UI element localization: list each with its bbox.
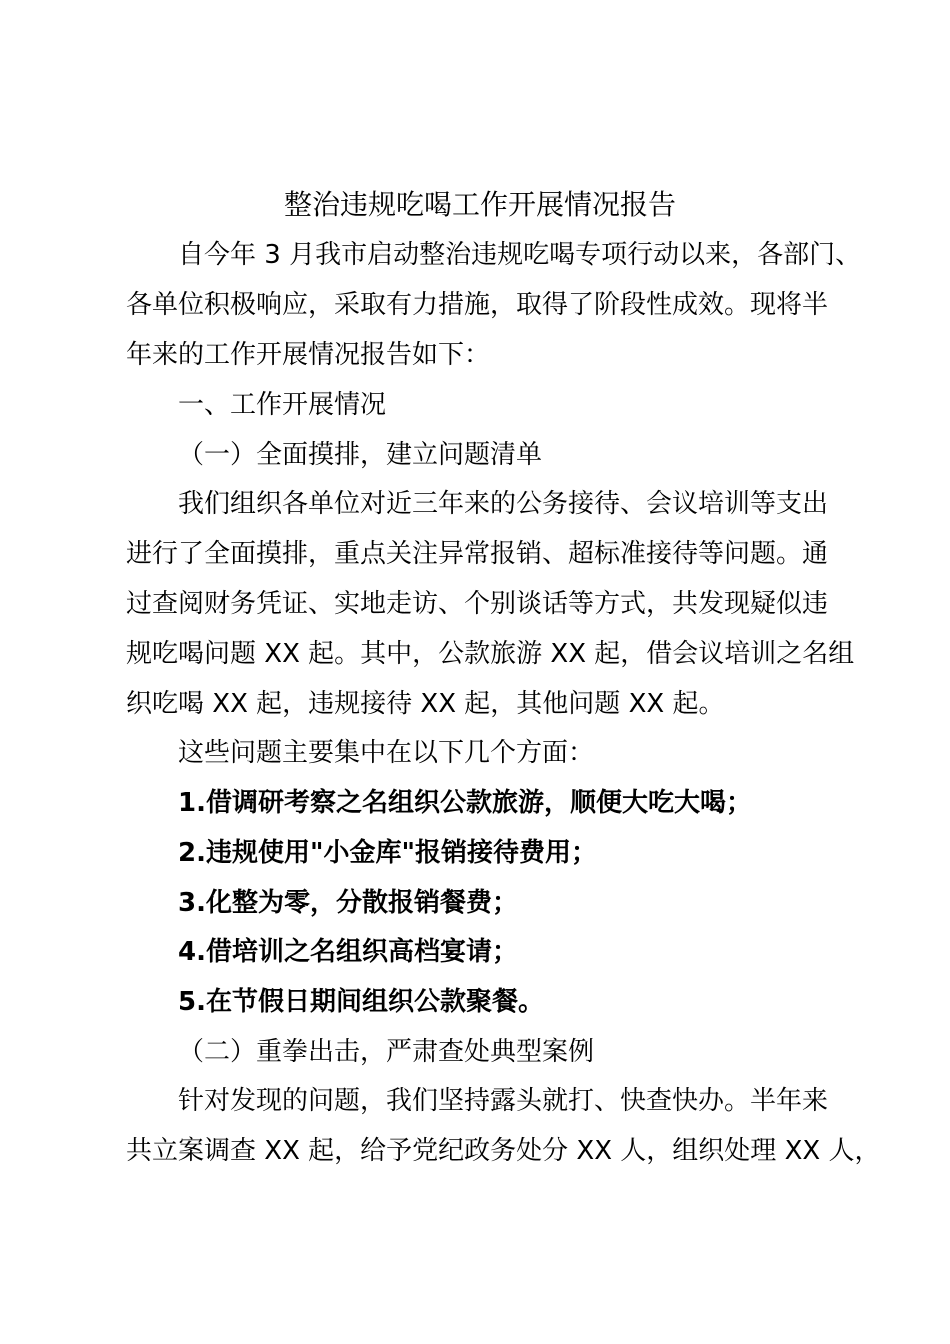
paragraph-line: 针对发现的问题，我们坚持露头就打、快查快办。半年来 xyxy=(178,1086,829,1116)
list-item: 4.借培训之名组织高档宴请； xyxy=(178,937,518,967)
paragraph-line: 进行了全面摸排，重点关注异常报销、超标准接待等问题。通 xyxy=(126,539,829,569)
paragraph-line: 各单位积极响应，采取有力措施，取得了阶段性成效。现将半 xyxy=(126,290,829,320)
subsection-heading: （二）重拳出击，严肃查处典型案例 xyxy=(178,1037,595,1067)
paragraph-line: 这些问题主要集中在以下几个方面： xyxy=(178,738,595,768)
list-item: 5.在节假日期间组织公款聚餐。 xyxy=(178,987,544,1017)
paragraph-line: 自今年 3 月我市启动整治违规吃喝专项行动以来，各部门、 xyxy=(178,240,862,270)
paragraph-line: 我们组织各单位对近三年来的公务接待、会议培训等支出 xyxy=(178,489,829,519)
document-title: 整治违规吃喝工作开展情况报告 xyxy=(283,188,676,221)
list-item: 2.违规使用"小金库"报销接待费用； xyxy=(178,838,598,868)
section-heading: 一、工作开展情况 xyxy=(178,390,387,420)
subsection-heading: （一）全面摸排，建立问题清单 xyxy=(178,440,543,470)
paragraph-line: 规吃喝问题 XX 起。其中，公款旅游 XX 起，借会议培训之名组 xyxy=(126,639,855,669)
list-item: 1.借调研考察之名组织公款旅游，顺便大吃大喝； xyxy=(178,788,752,818)
paragraph-line: 年来的工作开展情况报告如下： xyxy=(126,340,491,370)
paragraph-line: 共立案调查 XX 起，给予党纪政务处分 XX 人，组织处理 XX 人， xyxy=(126,1136,881,1166)
list-item: 3.化整为零，分散报销餐费； xyxy=(178,888,518,918)
paragraph-line: 过查阅财务凭证、实地走访、个别谈话等方式，共发现疑似违 xyxy=(126,589,829,619)
paragraph-line: 织吃喝 XX 起，违规接待 XX 起，其他问题 XX 起。 xyxy=(126,689,725,719)
